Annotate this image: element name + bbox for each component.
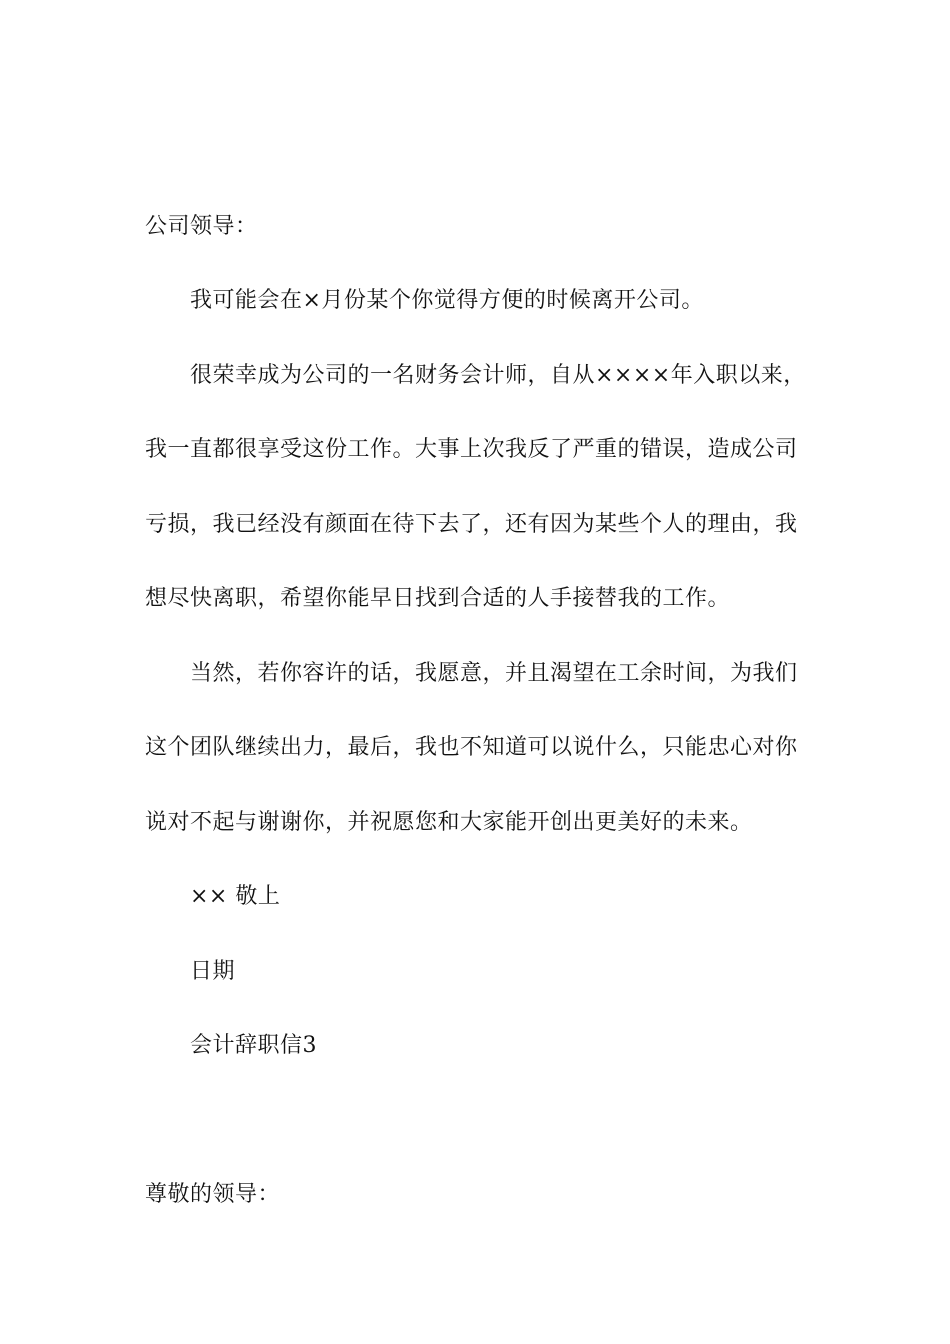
- next-letter-salutation: 尊敬的领导：: [145, 1182, 281, 1207]
- next-letter-title: 会计辞职信3: [190, 1033, 317, 1058]
- paragraph-3-line-3: 说对不起与谢谢你，并祝愿您和大家能开创出更美好的未来。: [145, 810, 753, 835]
- paragraph-2-line-2: 我一直都很享受这份工作。大事上次我反了严重的错误，造成公司: [145, 437, 798, 462]
- paragraph-3-line-2: 这个团队继续出力，最后，我也不知道可以说什么，只能忠心对你: [145, 735, 798, 760]
- salutation: 公司领导：: [145, 214, 258, 239]
- paragraph-3-line-1: 当然，若你容许的话，我愿意，并且渴望在工余时间，为我们: [190, 661, 798, 686]
- signature: ×× 敬上: [190, 884, 281, 909]
- paragraph-2-line-3: 亏损，我已经没有颜面在待下去了，还有因为某些个人的理由，我: [145, 512, 798, 537]
- paragraph-1: 我可能会在×月份某个你觉得方便的时候离开公司。: [190, 288, 704, 313]
- date-label: 日期: [190, 959, 236, 984]
- paragraph-2-line-1: 很荣幸成为公司的一名财务会计师，自从××××年入职以来，: [190, 363, 806, 388]
- paragraph-2-line-4: 想尽快离职，希望你能早日找到合适的人手接替我的工作。: [145, 586, 731, 611]
